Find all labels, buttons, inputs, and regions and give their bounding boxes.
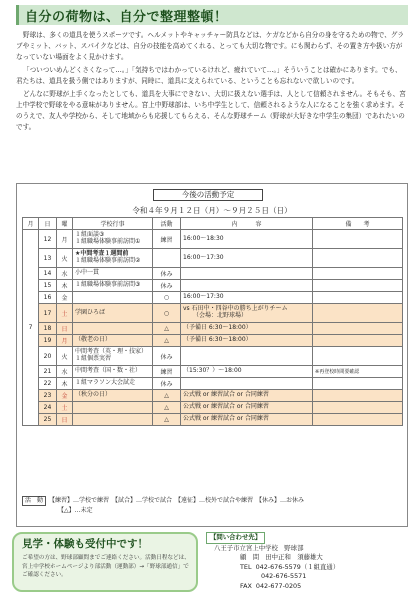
- content-line: 公式戦 or 練習試合 or 合同練習: [183, 415, 269, 423]
- note-cell: [313, 414, 403, 426]
- activity-cell: 練習: [153, 366, 181, 378]
- content-line: vs 石田中・四谷中の勝ち上がりチーム: [183, 305, 288, 313]
- header-month: 月: [23, 218, 39, 230]
- day-cell: 25: [39, 414, 57, 426]
- day-cell: 24: [39, 402, 57, 414]
- school-event-line: １組職場体験事前訪問③: [75, 281, 141, 289]
- activity-cell: 休み: [153, 347, 181, 366]
- content-cell: [181, 366, 313, 378]
- schedule-row: [23, 292, 403, 304]
- activity-cell: △: [153, 390, 181, 402]
- note-cell: [313, 280, 403, 292]
- advisor-names: 田中正和 須藤雄大: [265, 553, 323, 561]
- schedule-row: [23, 402, 403, 414]
- content-cell: [181, 292, 313, 304]
- school-event-cell: [73, 249, 153, 268]
- day-cell: 16: [39, 292, 57, 304]
- day-cell: 17: [39, 304, 57, 323]
- school-event-cell: [73, 292, 153, 304]
- schedule-row: [23, 335, 403, 347]
- content-cell: [181, 390, 313, 402]
- school-event-line: １組職場体験事前訪問①: [75, 238, 141, 245]
- schedule-row: [23, 323, 403, 335]
- contact-org: 八王子市立宮上中学校 野球部: [214, 543, 304, 552]
- intro-paragraph-1: 野球は、多くの道具を使うスポーツです。ヘルメットやキャッチャー防具などは、ケガなどから自分の身を守るための物で、グラブやミット、バット、スパイクなどは、自分の技能を高めてくれる、とっても大切な物です。にも関わらず、その置き方や扱い方がなっていない場面をよく見かけます。: [16, 31, 404, 61]
- content-line: 16:00～18:30: [183, 234, 224, 242]
- note-cell: [313, 292, 403, 304]
- day-cell: 23: [39, 390, 57, 402]
- day-cell: 12: [39, 230, 57, 249]
- day-cell: 22: [39, 378, 57, 390]
- school-event-cell: [73, 268, 153, 280]
- content-cell: [181, 230, 313, 249]
- advisor-label: 顧 問: [240, 553, 260, 561]
- school-event-line: （秋分の日）: [75, 391, 112, 399]
- visit-text: ご希望の方は、野球部顧問までご連絡ください。活動日程などは、宮上中学校ホームページより部活動（運動部）→「野球部通信」でご確認ください。: [22, 555, 190, 578]
- activity-cell: ○: [153, 292, 181, 304]
- content-cell: [181, 347, 313, 366]
- school-event-line: １組職場体験事前訪問②: [75, 257, 141, 264]
- content-line: （15:30？）～18:00: [183, 367, 242, 375]
- content-line: 公式戦 or 練習試合 or 合同練習: [183, 403, 269, 411]
- note-cell: [313, 335, 403, 347]
- day-cell: 20: [39, 347, 57, 366]
- weekday-cell: 日: [57, 414, 73, 426]
- content-line: （予備日 6:30～18:00）: [183, 336, 252, 344]
- content-line: 16:00～17:30: [183, 253, 224, 261]
- schedule-row: [23, 249, 403, 268]
- tel-number-1: 042-676-5579（１組直通）: [255, 562, 340, 571]
- tel-label: TEL: [240, 562, 252, 571]
- activity-cell: [153, 249, 181, 268]
- day-cell: 14: [39, 268, 57, 280]
- schedule-row: [23, 280, 403, 292]
- note-cell: [313, 347, 403, 366]
- note-cell: [313, 378, 403, 390]
- content-line: 公式戦 or 練習試合 or 合同練習: [183, 391, 269, 399]
- schedule-date-range: 令和４年９月１２日（月）～９月２５日（日）: [132, 206, 292, 215]
- activity-cell: 休み: [153, 268, 181, 280]
- schedule-row: [23, 390, 403, 402]
- weekday-cell: 土: [57, 304, 73, 323]
- schedule-row: [23, 304, 403, 323]
- activity-cell: △: [153, 323, 181, 335]
- day-cell: 18: [39, 323, 57, 335]
- weekday-cell: 金: [57, 390, 73, 402]
- title-bar: [16, 5, 408, 25]
- weekday-cell: 火: [57, 249, 73, 268]
- weekday-cell: 木: [57, 280, 73, 292]
- schedule-body: [23, 230, 403, 426]
- note-cell: [313, 390, 403, 402]
- school-event-cell: [73, 414, 153, 426]
- schedule-row: [23, 414, 403, 426]
- day-cell: 13: [39, 249, 57, 268]
- activity-cell: 休み: [153, 280, 181, 292]
- weekday-cell: 水: [57, 268, 73, 280]
- intro-paragraph-2: 「ついついめんどくさくなって…。」「気持ちではわかっているけれど、疲れていて…。」そういうことは確かにあります。でも、君たちは、道具を扱う側ではありますが、同時に、道具に支えられている、ということも忘れないで欲しいのです。: [16, 66, 402, 85]
- intro-paragraph-3: どんなに野球が上手くなったとしても、道具を大事にできない、大切に扱えない選手は、人として信頼されません。そもそも、宮上中学校で野球をやる意味がありません。宮上中野球部は、いち中学生として、信頼されるような人になることを強く求めます。そのうえで、友人や学校から、そして地域からも応援してもらえる、そんな野球チーム（野球が大好きな中学生の集団）であれたいのです。: [16, 90, 406, 131]
- header-school-events: 学校行事: [73, 218, 153, 230]
- content-cell: [181, 414, 313, 426]
- school-event-line: １組面談③: [75, 231, 105, 239]
- schedule-legend: [22, 496, 402, 516]
- header-notes: 備 考: [313, 218, 403, 230]
- header-weekday: 曜: [57, 218, 73, 230]
- schedule-row: [23, 268, 403, 280]
- activity-cell: 休み: [153, 378, 181, 390]
- activity-cell: ○: [153, 304, 181, 323]
- header-day: 日: [39, 218, 57, 230]
- schedule-row: [23, 347, 403, 366]
- intro-text: [16, 30, 408, 135]
- contact-block: [206, 532, 406, 592]
- fax-number: 042-677-0205: [255, 581, 302, 590]
- schedule-row: [23, 366, 403, 378]
- fax-label: FAX: [240, 581, 252, 590]
- content-cell: [181, 304, 313, 323]
- weekday-cell: 月: [57, 335, 73, 347]
- legend-text-1: 【練習】…学校で練習 【試合】…学校で試合 【遠征】…校外で試合や練習 【休み】…お休み: [49, 497, 305, 504]
- school-event-cell: [73, 347, 153, 366]
- weekday-cell: 土: [57, 402, 73, 414]
- weekday-cell: 月: [57, 230, 73, 249]
- content-cell: [181, 378, 313, 390]
- school-event-cell: [73, 230, 153, 249]
- activity-cell: △: [153, 402, 181, 414]
- page-title: 自分の荷物は、自分で整理整頓！: [25, 10, 228, 25]
- tel-number-2: 042-676-5571: [261, 572, 307, 580]
- note-cell: [313, 249, 403, 268]
- weekday-cell: 火: [57, 347, 73, 366]
- activity-cell: 練習: [153, 230, 181, 249]
- schedule-title: 今後の活動予定: [153, 189, 263, 201]
- legend-line-1: [22, 496, 402, 506]
- note-cell: [313, 268, 403, 280]
- content-cell: [181, 402, 313, 414]
- school-event-cell: [73, 378, 153, 390]
- header-content: 内 容: [181, 218, 313, 230]
- school-event-line: １組マラソン大会試走: [75, 379, 136, 387]
- content-cell: [181, 268, 313, 280]
- school-event-cell: [73, 366, 153, 378]
- school-event-line: ★中間考査１週間前: [75, 250, 129, 258]
- school-event-line: 中間考査（英・理・技家）: [75, 348, 148, 356]
- weekday-cell: 金: [57, 292, 73, 304]
- school-event-cell: [73, 390, 153, 402]
- day-cell: 21: [39, 366, 57, 378]
- school-event-line: 小中一貫: [75, 269, 100, 277]
- content-cell: [181, 280, 313, 292]
- header-activity: 活動: [153, 218, 181, 230]
- weekday-cell: 日: [57, 323, 73, 335]
- month-cell: 7: [23, 230, 39, 426]
- contact-heading: 【問い合わせ先】: [206, 532, 265, 544]
- content-cell: [181, 249, 313, 268]
- schedule-row: [23, 378, 403, 390]
- school-event-line: 中間考査（国・数・社）: [75, 367, 142, 375]
- note-cell: [313, 323, 403, 335]
- weekday-cell: 水: [57, 366, 73, 378]
- day-cell: 15: [39, 280, 57, 292]
- content-line: （会場：北野球場）: [193, 312, 248, 319]
- activity-cell: △: [153, 335, 181, 347]
- school-event-cell: [73, 304, 153, 323]
- legend-tag: 活 動: [22, 496, 46, 506]
- school-event-line: 学園ひろば: [75, 308, 106, 316]
- schedule-row: [23, 230, 403, 249]
- school-event-cell: [73, 335, 153, 347]
- note-cell: [313, 230, 403, 249]
- school-event-line: （敬老の日）: [75, 336, 112, 344]
- content-line: （予備日 6:30～18:00）: [183, 324, 252, 332]
- activity-cell: △: [153, 414, 181, 426]
- school-event-cell: [73, 323, 153, 335]
- visit-title: 見学・体験も受付中です！: [22, 538, 148, 550]
- school-event-cell: [73, 280, 153, 292]
- note-cell: [313, 402, 403, 414]
- content-cell: [181, 335, 313, 347]
- note-cell: ※再登校時間要確認: [313, 366, 403, 378]
- weekday-cell: 木: [57, 378, 73, 390]
- day-cell: 19: [39, 335, 57, 347]
- school-event-line: １組個票実習: [75, 355, 112, 362]
- schedule-header-row: [23, 218, 403, 230]
- legend-line-2: 【△】…未定: [58, 507, 93, 514]
- schedule-table: [22, 217, 403, 426]
- note-cell: [313, 304, 403, 323]
- content-cell: [181, 323, 313, 335]
- school-event-cell: [73, 402, 153, 414]
- content-line: 16:00～17:30: [183, 293, 224, 301]
